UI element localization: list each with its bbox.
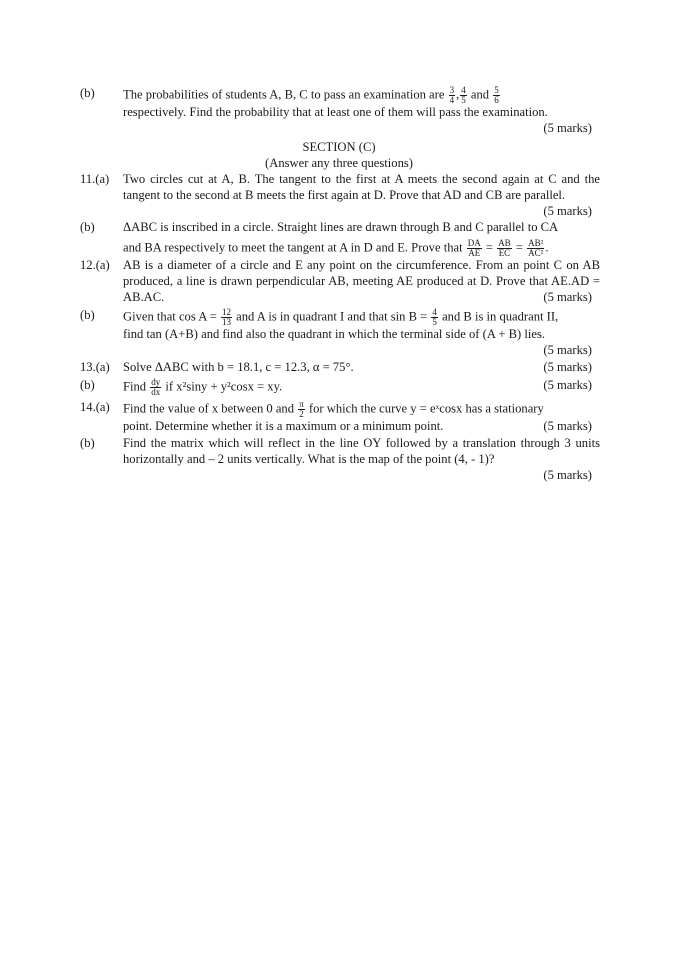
question-text: and BA respectively to meet the tangent at A in D and E. Prove that <box>123 240 463 255</box>
marks-label: (5 marks) <box>543 289 592 304</box>
question-text: ΔABC is inscribed in a circle. Straight lines are drawn through B and C parallel to CA <box>123 220 559 234</box>
fraction: $\frac{4}{5}$ <box>432 307 437 327</box>
question-text: Find the value of x between 0 and <box>123 401 295 416</box>
question-12b: (b) Given that cos A = $\frac{12}{13}$ and A is in quadrant I and that sin B = $\frac{4}{5}$ and B is in quadrant II, find tan (A+B) and find also the quadrant in which the terminal side of (A + B) lies. (5 marks) <box>80 308 600 359</box>
question-text: Two circles cut at A, B. The tangent to the first at A meets the second again at C and the tangent to the second at B meets the first again at D. Prove that AD and CB are parallel. <box>123 172 600 202</box>
question-text: Given that cos A = <box>123 309 217 324</box>
marks-label: (5 marks) <box>543 203 592 218</box>
marks-label: (5 marks) <box>543 419 592 433</box>
question-text: The probabilities of students A, B, C to pass an examination are <box>123 87 445 102</box>
question-label: (b) <box>80 86 95 100</box>
question-label: 13.(a) <box>80 360 110 374</box>
question-label: (b) <box>80 378 95 392</box>
question-text: Find <box>123 379 147 394</box>
section-title: SECTION (C) <box>302 140 376 154</box>
marks-label: (5 marks) <box>543 360 592 374</box>
fraction: $\frac{DA}{AE}$ <box>467 237 481 258</box>
fraction: $\frac{12}{13}$ <box>222 307 232 327</box>
fraction: $\frac{dy}{dx}$ <box>151 377 161 397</box>
fraction: $\frac{\text{AB²}}{\text{AC²}}$ <box>528 237 544 258</box>
question-label: 14.(a) <box>80 400 110 414</box>
question-label: 11.(a) <box>80 172 110 186</box>
question-text: AB is a diameter of a circle and E any point on the circumference. From an point C on AB produced, a line is drawn perpendicular AB, meeting AE produced at D. Prove that AE.AD = AB.AC. <box>123 258 600 304</box>
fraction: $\frac{5}{6}$ <box>494 85 499 105</box>
question-14a: 14.(a) Find the value of x between 0 and $\frac{\pi}{2}$ for which the curve y = eˣcosx has a stationary point. Determine whether it is a maximum or a minimum point. (5 marks) <box>80 400 600 435</box>
marks-label: (5 marks) <box>543 378 592 392</box>
question-text: respectively. Find the probability that at least one of them will pass the examination. <box>123 105 548 119</box>
question-label: (b) <box>80 220 95 234</box>
question-13a <box>80 360 600 376</box>
marks-label: (5 marks) <box>543 342 592 357</box>
fraction: $\frac{4}{5}$ <box>461 85 466 105</box>
marks-label: (5 marks) <box>543 120 592 135</box>
fraction: $\frac{AB}{EC}$ <box>498 237 511 258</box>
question-14b <box>80 436 600 483</box>
fraction: $\frac{\pi}{2}$ <box>299 399 304 419</box>
question-11a <box>80 172 600 219</box>
question-label: (b) <box>80 436 95 450</box>
question-text: point. Determine whether it is a maximum or a minimum point. <box>123 419 444 433</box>
question-text: find tan (A+B) and find also the quadrant in which the terminal side of (A + B) lies. <box>123 327 546 341</box>
question-13b: (b) Find $\frac{dy}{dx}$ if x²siny + y²cosx = xy. (5 marks) <box>80 378 600 397</box>
fraction: $\frac{3}{4}$ <box>449 85 455 105</box>
question-10b: (b) The probabilities of students A, B, C to pass an examination are $\frac{3}{4}$ , $\frac{4}{5}$ and $\frac{5}{6}$ respectively. Find the probability that at least one of them will pass the examination. (5 marks) <box>80 86 600 137</box>
question-text: Find the matrix which will reflect in the line OY followed by a translation through 3 units horizontally and – 2 units vertically. What is the map of the point (4, - 1)? <box>123 436 600 466</box>
marks-label: (5 marks) <box>543 467 592 482</box>
question-12a <box>80 258 600 305</box>
section-instruction: (Answer any three questions) <box>265 156 413 170</box>
question-label: (b) <box>80 308 95 322</box>
question-text: Solve ΔABC with b = 18.1, c = 12.3, α = 75°. <box>123 360 354 374</box>
question-11b: (b) ΔABC is inscribed in a circle. Straight lines are drawn through B and C parallel to CA and BA respectively to meet the tangent at A in D and E. Prove that $\frac{DA}{AE}$ = $\frac{AB}{EC}$ = $\frac{\text{AB²}}{\text{AC²}}$ . <box>80 220 600 258</box>
question-label: 12.(a) <box>80 258 110 272</box>
